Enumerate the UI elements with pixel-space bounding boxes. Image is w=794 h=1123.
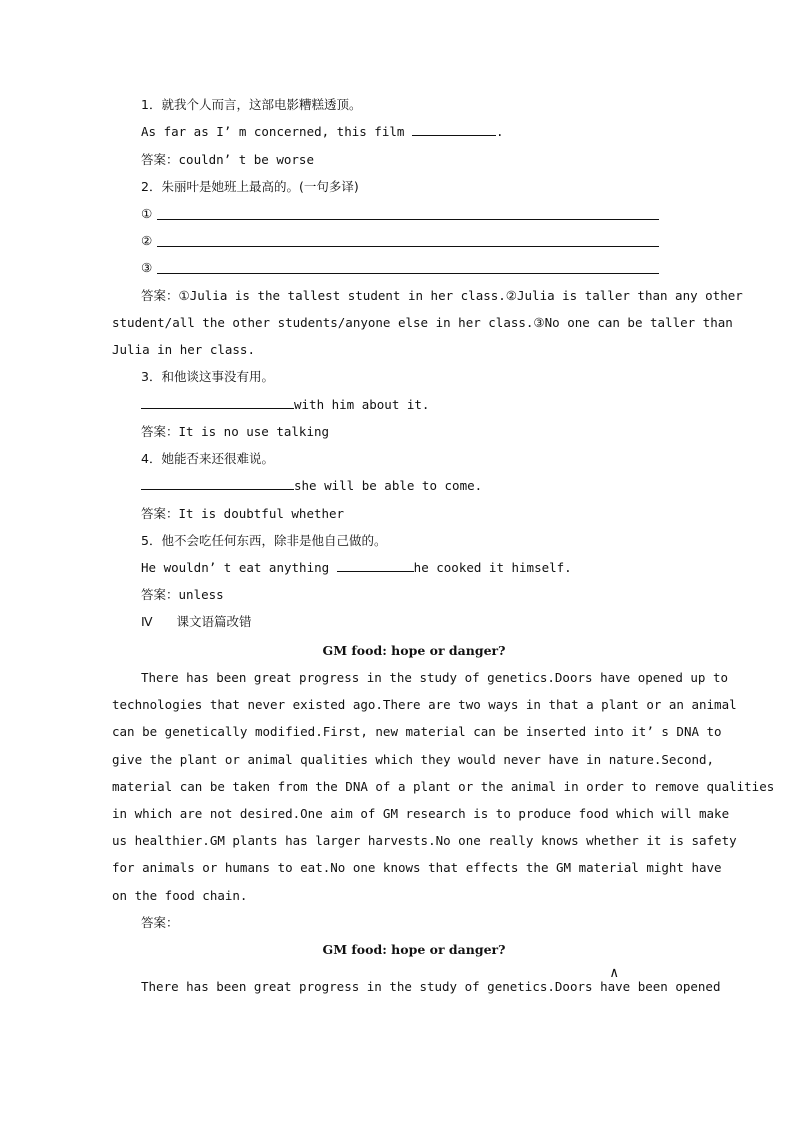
- q5-answer: [141, 585, 745, 605]
- q5-sentence-end: he cooked it himself.: [413, 560, 572, 575]
- answer-passage-line-1: There has been great progress in the study of genetics.Doors have been opened: [141, 979, 721, 994]
- q2-mark-2: ②: [141, 233, 153, 248]
- q1-sentence: [141, 122, 745, 142]
- passage-line-2: technologies that never existed ago.There are two ways in that a plant or an animal: [112, 697, 737, 712]
- passage-line-5: material can be taken from the DNA of a plant or the animal in order to remove qualities: [112, 779, 775, 794]
- q2-answer-line-a: [141, 286, 743, 306]
- q1-sentence-start: As far as I’ m concerned, this film: [141, 124, 412, 139]
- q4-blank: [141, 477, 294, 490]
- q2-answer-line-c: Julia in her class.: [112, 342, 255, 357]
- q4-answer-text: It is doubtful whether: [178, 506, 345, 521]
- q4-sentence: [141, 476, 745, 496]
- passage-line-1: There has been great progress in the study of genetics.Doors have opened up to: [141, 670, 728, 685]
- q3-sentence-end: with him about it.: [294, 397, 430, 412]
- section-number: Ⅳ: [141, 614, 153, 629]
- insertion-caret: ∧: [610, 965, 619, 981]
- q5-answer-text: unless: [178, 587, 224, 602]
- passage-line-4: give the plant or animal qualities which they would never have in nature.Second,: [112, 752, 715, 767]
- passage-line-3: can be genetically modified.First, new material can be inserted into it’ s DNA to: [112, 724, 722, 739]
- q1-sentence-end: .: [495, 124, 504, 139]
- section-title: 课文语篇改错: [176, 614, 252, 629]
- q5-blank: [337, 559, 414, 572]
- q3-blank: [141, 396, 294, 409]
- q2-answer-label: 答案：: [141, 288, 179, 303]
- q2-mark-1: ①: [141, 206, 153, 221]
- q2-prompt: 2．朱丽叶是她班上最高的。(一句多译): [141, 179, 359, 194]
- q1-answer: [141, 150, 745, 170]
- q5-answer-label: 答案：: [141, 587, 179, 602]
- q4-prompt: 4．她能否来还很难说。: [141, 451, 274, 466]
- passage-title: GM food: hope or danger?: [322, 643, 506, 658]
- q4-answer-label: 答案：: [141, 506, 179, 521]
- q3-answer-text: It is no use talking: [178, 424, 330, 439]
- q4-answer: [141, 504, 745, 524]
- q3-prompt: 3．和他谈这事没有用。: [141, 369, 274, 384]
- q2-answer-line-b: student/all the other students/anyone else in her class.③No one can be taller than: [112, 315, 733, 330]
- q2-mark-3: ③: [141, 260, 153, 275]
- passage-line-8: for animals or humans to eat.No one knows that effects the GM material might have: [112, 860, 722, 875]
- passage-line-7: us healthier.GM plants has larger harvests.No one really knows whether it is safety: [112, 833, 737, 848]
- q2-answer-line-3: [157, 273, 659, 274]
- answer-label: 答案：: [141, 915, 179, 930]
- q2-answer-line-1: [157, 219, 659, 220]
- q3-answer: [141, 422, 745, 442]
- q1-answer-label: 答案：: [141, 152, 179, 167]
- q2-answer-line-2: [157, 246, 659, 247]
- answer-passage-title: GM food: hope or danger?: [322, 942, 506, 957]
- q5-sentence: [141, 558, 745, 578]
- q3-sentence: [141, 395, 745, 415]
- q5-prompt: 5．他不会吃任何东西，除非是他自己做的。: [141, 533, 387, 548]
- q3-answer-label: 答案：: [141, 424, 179, 439]
- passage-line-6: in which are not desired.One aim of GM research is to produce food which will make: [112, 806, 730, 821]
- section-heading: [141, 612, 745, 632]
- q1-blank: [412, 123, 496, 136]
- q4-sentence-end: she will be able to come.: [294, 478, 483, 493]
- q2-answer-text-1: ①Julia is the tallest student in her class.②Julia is taller than any other: [178, 288, 743, 303]
- passage-line-9: on the food chain.: [112, 888, 248, 903]
- q1-answer-text: couldn’ t be worse: [178, 152, 314, 167]
- q5-sentence-start: He wouldn’ t eat anything: [141, 560, 337, 575]
- q1-prompt: 1．就我个人而言，这部电影糟糕透顶。: [141, 97, 362, 112]
